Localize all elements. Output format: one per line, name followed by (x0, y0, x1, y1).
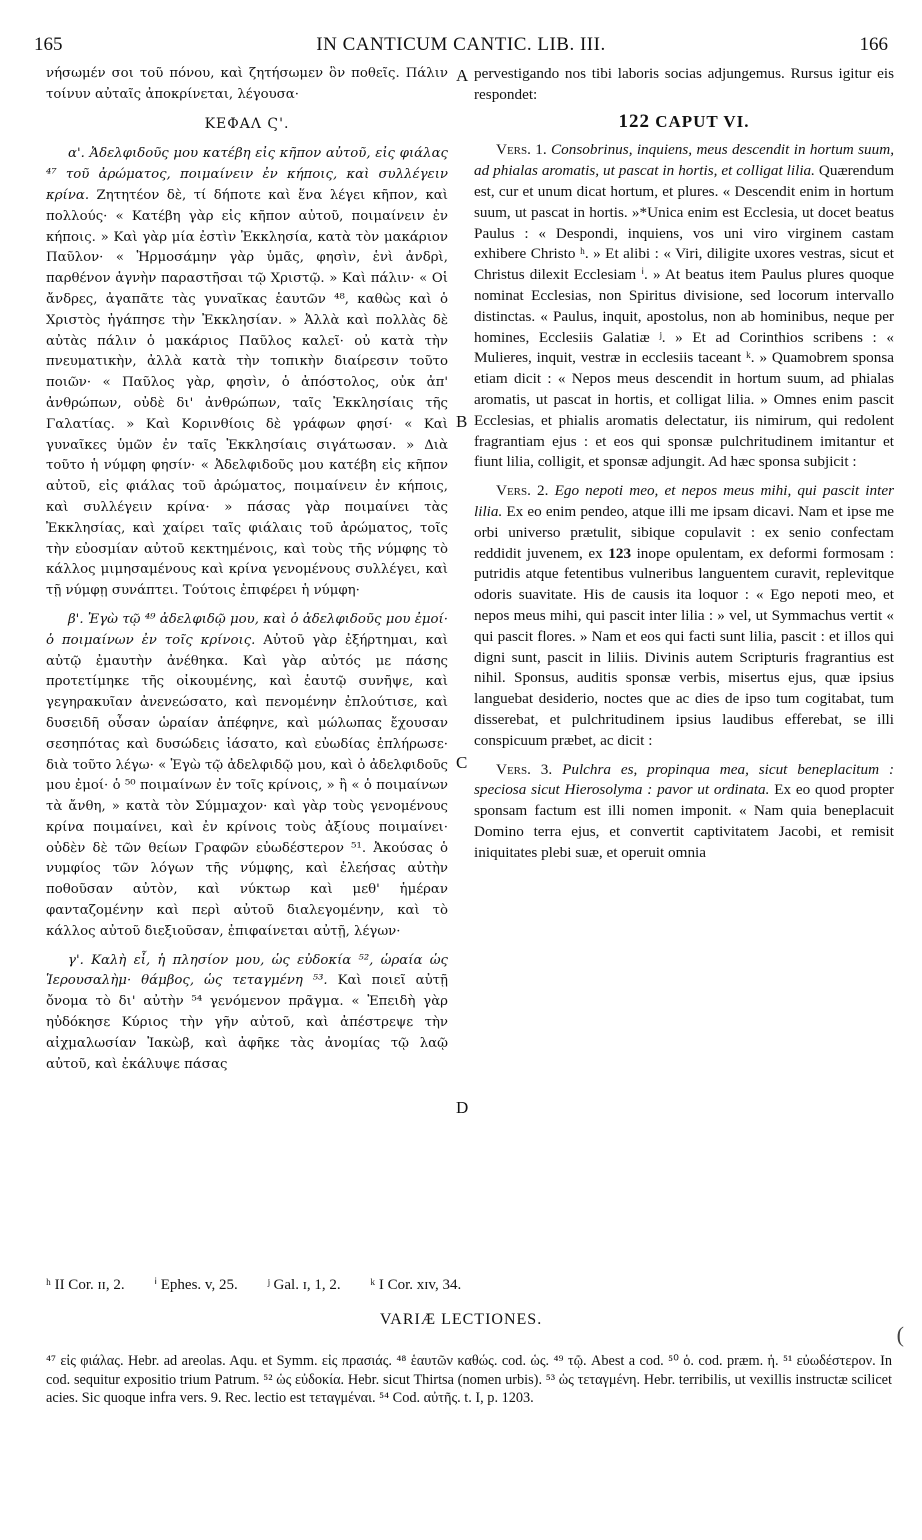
page-number-left: 165 (34, 34, 63, 55)
variae-lectiones (46, 1352, 892, 1408)
latin-verse-2-commentary-a: Ex eo enim pendeo, atque illi me ipsam dicavi. Nam et ipse me orbi universo prætulit, sibique copulavit : ex senio confectam reddidit juvenem, ex (474, 502, 895, 562)
latin-verse-1-commentary: Quærendum est, cur et unum dicat hortum, et plures. « Descendit enim in hortum suum, ut pascat in hortis. »*Unica enim est Ecclesia, ut docet beatus Paulus : « Despondi, inquiens, vos uni viro virginem castam exhibere Christo ʰ. » Et alibi : « Viri, diligite uxores vestras, sicut et Christus dilexit Ecclesiam ⁱ. » At beatus item Paulus plures quoque nominat Ecclesias, non Spiritus divisione, sed locorum intervallo distinctas. « Paulus, inquit, apostolus, non ab hominibus, neque per homines, Ecclesiis Galatiæ ʲ. » Et ad Corinthios scribens : « Mulieres, inquit, vestræ in ecclesiis taceant ᵏ. » Quamobrem sponsa etiam dicit : « Nepos meus descendit in hortum suum, ad phialas aromatis, ut pascat in hortis, et colligat lilia. » Omnes enim pascit Ecclesias, et phialis aromatis delectatur, iis nimirum, qui redolent fragrantiam ejus : et eos qui sponsæ pulchritudinem imitantur et fiunt lilia, colligit, et sponsæ adjungit. Ad hæc sponsa subjicit : (474, 162, 895, 471)
column-number-122: 122 (618, 110, 650, 132)
greek-intro: νήσωμέν σοι τοῦ πόνου, καὶ ζητήσωμεν ὃν ποθεῖς. Πάλιν τοίνυν αὐταῖς ἀποκρίνεται, λέγουσα· (46, 66, 448, 102)
latin-verse-2-commentary-b: inope opulentam, ex deformi formosam : putridis atque fetentibus vulneribus languentem curavit, replevitque odoris suavitate. His de causis ita loquor : « Ego nepoti meo, et nepos meus mihi, qui pascit inter lilia : » vel, ut Symmachus vertit « qui pascit flores. » Nam et eos qui facti sunt lilia, pascit : et illos qui digni sunt, pascit in liliis. Divinis autem Scripturis fragrantius est nihil. Sponsus, auditis sponsæ verbis, misertus ejus, quæ ipsius languebat desiderio, noctes que ac dies de ipso tum cogitabat, tum disserebat, et pulchritudinem ipsius laudibus efferebat, se illi conspicuum præbet, ac dicit : (474, 544, 895, 749)
greek-column (46, 64, 448, 1075)
margin-letter-c: C (456, 753, 468, 772)
latin-verse-3-commentary: Ex eo quod propter sponsam factum est illi nomen imponit. « Nam quia beneplacuit Domino terra ejus, et convertit captivitatem Jacobi, et remisit iniquitates plebi suæ, et operuit omnia (474, 781, 894, 861)
margin-letter-b: B (456, 412, 468, 431)
latin-verse-3-lemma: Pulchra es, propinqua mea, sicut beneplacitum : speciosa sicut Hierosolyma : pavor ut ordinata. (474, 760, 895, 799)
latin-verse-1-lemma: Consobrinus, inquiens, meus descendit in hortum suum, ad phialas aromatis, ut pascat in hortis, et colligat lilia. (474, 141, 894, 180)
latin-verse-3-label: Vers. 3. (496, 760, 553, 778)
greek-verse-1-commentary: Ζητητέον δὲ, τί δήποτε καὶ ἕνα λέγει κῆπον, καὶ πολλούς· « Κατέβη γὰρ εἰς κῆπον αὐτοῦ, ποιμαίνειν ἐν κήποις. » Καὶ γὰρ μία ἐστὶν Ἐκκλησία, κατὰ τὸν μακάριον Παῦλον· « Ἡρμοσάμην γὰρ ὑμᾶς, φησὶν, ἑνὶ ἀνδρὶ, παρθένον ἁγνὴν παραστῆσαι τῷ Χριστῷ. » Καὶ πάλιν· « Οἱ ἄνδρες, ἀγαπᾶτε τὰς γυναῖκας ἑαυτῶν ⁴⁸, καθὼς καὶ ὁ Χριστὸς ἠγάπησε τὴν Ἐκκλησίαν. » Ἀλλὰ καὶ πολλὰς δὲ αὐτὰς πάλιν ὁ μακάριος Παῦλος καλεῖ· οὐ κατὰ τὴν πνευματικὴν, ἀλλὰ κατὰ τὴν τοπικὴν διαίρεσιν τοῦτο ποιῶν· « Παῦλος γὰρ, φησὶν, ὁ ἀπόστολος, οὐκ ἀπ' ἀνθρώπων, οὐδὲ δι' ἀνθρώπων, ταῖς Ἐκκλησίαις τῆς Γαλατίας. » Καὶ Κορινθίοις δὲ γράφων φησί· « Καὶ γυναῖκες ὑμῶν ἐν ταῖς Ἐκκλησίαις σιγάτωσαν. » Διὰ τοῦτο ἡ νύμφη φησίν· « Ἀδελφιδοῦς μου κατέβη εἰς κῆπον αὐτοῦ, εἰς φιάλας τοῦ ἀρώματος, ποιμαίνειν ἐν κήποις, καὶ συλλέγειν κρίνα· » πάσας γὰρ ποιμαίνει τὰς Ἐκκλησίας, καὶ χαίρει ταῖς φιάλαις τοῦ ἀρώματος, τοῖς τὴν εὐοσμίαν αὐτοῦ κεκτημένοις, καὶ τοὺς τῆς νύμφης τὸ κάλλος μιμησαμένους καὶ κρίνα γενομένους συλλέγει, καὶ τῇ νύμφῃ συνάπτει. Τούτοις ἐπιφέρει ἡ νύμφη· (46, 187, 448, 599)
greek-verse-2-commentary: Αὐτοῦ γὰρ ἐξήρτημαι, καὶ αὐτῷ ἐμαυτὴν ἀνέθηκα. Καὶ γὰρ αὐτός με πάσης προτετίμηκε τῆς οἰκουμένης, καὶ ἑαυτῷ συνῆψε, καὶ γεγηρακυῖαν ἀνενεώσατο, καὶ πενομένην ἐπλούτισε, καὶ δυσειδῆ οὖσαν ὡραίαν ἀπέφηνε, καὶ μώλωπας ἔχουσαν σεσηπότας καὶ δυσώδεις ἰάσατο, καὶ εὐωδίας ἐπλήρωσε· διὰ τοῦτο λέγω· « Ἐγὼ τῷ ἀδελφιδῷ μου, καὶ ὁ ἀδελφιδοῦς μου ἐμοί· ὁ ⁵⁰ ποιμαίνων ἐν τοῖς κρίνοις, » ἢ « ὁ ποιμαίνων τὰ ἄνθη, » κατὰ τὸν Σύμμαχον· καὶ γὰρ τοὺς γενομένους κρίνα ποιμαίνει, καὶ ἐν κρίνοις τοὺς ἀξίους ποιμαίνει· οὐδὲν δὲ τῶν θείων Γραφῶν εὐωδέστερον ⁵¹. Ἀκούσας ὁ νυμφίος τῶν λόγων τῆς νύμφης, καὶ ἐλεήσας αὐτὴν ποθοῦσαν αὐτὸν, καὶ νύκτωρ καὶ μεθ' ἡμέραν φανταζομένην καὶ περὶ αὐτοῦ διαλεγομένην, καὶ τὸ κάλλος αὐτοῦ διεξιοῦσαν, ἐπιφαίνεται αὐτῇ, λέγων· (46, 632, 449, 939)
variae-lectiones-text: ⁴⁷ εἰς φιάλας. Hebr. ad areolas. Aqu. et Symm. εἰς πρασιάς. ⁴⁸ ἑαυτῶν καθώς. cod. ὡς. ⁴⁹ τῷ. Abest a cod. ⁵⁰ ὁ. cod. præm. ἡ. ⁵¹ εὐωδέστερον. In cod. sequitur expositio trium Patrum. ⁵² ὡς εὐδοκία. Hebr. sicut Thirtsa (nomen urbis). ⁵³ ὡς τεταγμένη. Hebr. terribilis, ut vexillis instructæ scilicet acies. Sic quoque infra vers. 9. Rec. lectio est τεταγμέναι. ⁵⁴ Cod. αὐτῆς. t. I, p. 1203. (46, 1353, 892, 1407)
latin-caput: CAPUT VI. (655, 111, 750, 131)
footnote-ref: ʰ II Cor. ɪɪ, 2. (46, 1277, 125, 1293)
greek-verse-2 (46, 610, 448, 943)
greek-verse-1-lemma: α'. Ἀδελφιδοῦς μου κατέβη εἰς κῆπον αὐτοῦ, εἰς φιάλας ⁴⁷ τοῦ ἀρώματος, ποιμαίνειν ἐν κήποις, καὶ συλλέγειν κρίνα. (46, 146, 448, 203)
latin-verse-3 (474, 760, 894, 864)
margin-bracket: ( (896, 1322, 904, 1347)
margin-letter-d: D (456, 1098, 469, 1117)
variae-lectiones-heading: VARIÆ LECTIONES. (379, 1311, 543, 1328)
latin-chapter-heading (474, 112, 894, 133)
footnote-ref: ᵏ I Cor. xɪv, 34. (370, 1277, 462, 1293)
column-number-123: 123 (608, 544, 632, 562)
running-head (34, 34, 888, 56)
footnote-ref: ⁱ Ephes. v, 25. (154, 1277, 238, 1293)
footnote-ref: ʲ Gal. ɪ, 1, 2. (267, 1277, 341, 1293)
greek-verse-3-commentary: Καὶ ποιεῖ αὐτῇ ὄνομα τὸ δι' αὐτὴν ⁵⁴ γενόμενον πρᾶγμα. « Ἐπειδὴ γὰρ ηὐδόκησε Κύριος τὴν γῆν αὐτοῦ, καὶ ἀπέστρεψε τὴν αἰχμαλωσίαν Ἰακὼβ, καὶ ἀφῆκε τὰς ἀνομίας τῷ λαῷ αὐτοῦ, καὶ ἐκάλυψε πάσας (46, 973, 448, 1072)
latin-column (474, 64, 894, 863)
latin-verse-2 (474, 481, 894, 751)
latin-intro: pervestigando nos tibi laboris socias adjungemus. Rursus igitur eis respondet: (474, 65, 894, 103)
running-title: IN CANTICUM CANTIC. LIB. III. (316, 34, 606, 55)
latin-verse-1-label: Vers. 1. (496, 141, 547, 159)
scripture-references (46, 1275, 886, 1294)
margin-letter-a: A (456, 66, 469, 85)
greek-chapter-heading: ΚΕΦΑΛ Ϛ'. (204, 115, 290, 132)
page-number-right: 166 (859, 34, 888, 55)
latin-verse-2-label: Vers. 2. (496, 482, 549, 500)
greek-verse-3-lemma: γ'. Καλὴ εἶ, ἡ πλησίον μου, ὡς εὐδοκία ⁵², ὡραία ὡς Ἱερουσαλὴμ· θάμβος, ὡς τεταγμένη ⁵³. (46, 952, 448, 989)
latin-verse-1 (474, 140, 894, 473)
greek-verse-3 (46, 951, 448, 1076)
greek-verse-2-lemma: β'. Ἐγὼ τῷ ⁴⁹ ἀδελφιδῷ μου, καὶ ὁ ἀδελφιδοῦς μου ἐμοί· ὁ ποιμαίνων ἐν τοῖς κρίνοις. (46, 611, 448, 648)
greek-verse-1 (46, 144, 448, 602)
latin-verse-2-lemma: Ego nepoti meo, et nepos meus mihi, qui pascit inter lilia. (474, 482, 894, 520)
